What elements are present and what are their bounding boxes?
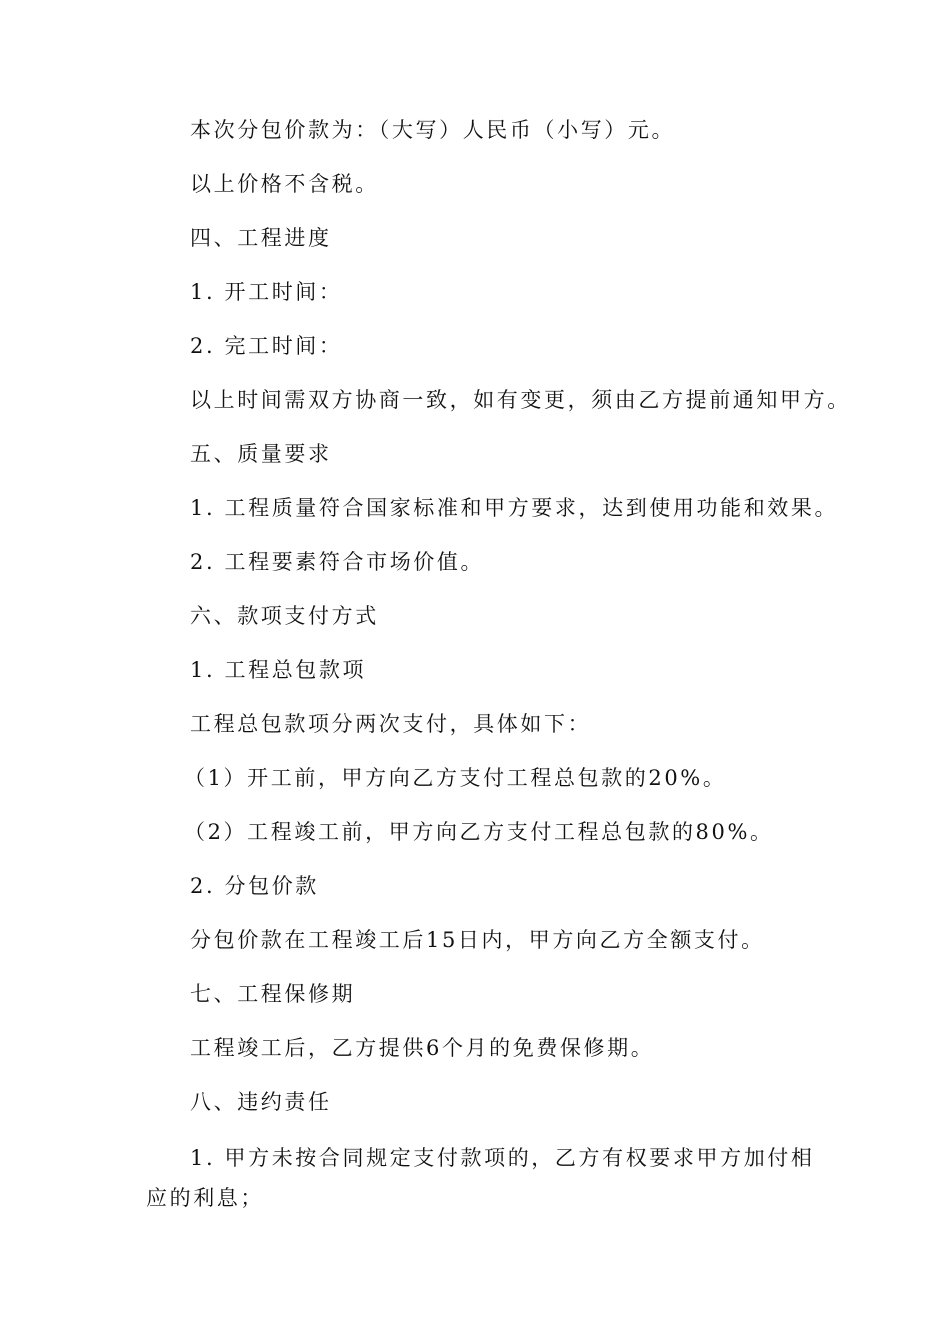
- payment-detail: 工程总包款项分两次支付，具体如下：: [190, 712, 592, 736]
- subcontract-payment: 分包价款在工程竣工后15日内，甲方向乙方全额支付。: [190, 928, 765, 952]
- price-paragraph: 本次分包价款为：（大写）人民币（小写）元。: [190, 118, 676, 142]
- liability-item-1: 1. 甲方未按合同规定支付款项的，乙方有权要求甲方加付相应的利息；: [146, 1146, 815, 1210]
- section-heading-warranty: 七、工程保修期: [190, 982, 356, 1006]
- warranty-detail: 工程竣工后，乙方提供6个月的免费保修期。: [190, 1036, 655, 1060]
- payment-item-1: 1. 工程总包款项: [190, 658, 367, 682]
- quality-item-2: 2. 工程要素符合市场价值。: [190, 550, 485, 574]
- tax-note: 以上价格不含税。: [190, 172, 379, 196]
- quality-item-1: 1. 工程质量符合国家标准和甲方要求，达到使用功能和效果。: [190, 496, 839, 520]
- section-heading-payment: 六、款项支付方式: [190, 604, 379, 628]
- payment-stage-2: （2）工程竣工前，甲方向乙方支付工程总包款的80%。: [184, 820, 774, 844]
- section-heading-quality: 五、质量要求: [190, 442, 332, 466]
- start-time: 1. 开工时间：: [190, 280, 343, 304]
- payment-item-2: 2. 分包价款: [190, 874, 319, 898]
- completion-time: 2. 完工时间：: [190, 334, 343, 358]
- payment-stage-1: （1）开工前，甲方向乙方支付工程总包款的20%。: [184, 766, 727, 790]
- schedule-note: 以上时间需双方协商一致，如有变更，须由乙方提前通知甲方。: [190, 388, 851, 412]
- section-heading-schedule: 四、工程进度: [190, 226, 332, 250]
- section-heading-liability: 八、违约责任: [190, 1090, 332, 1114]
